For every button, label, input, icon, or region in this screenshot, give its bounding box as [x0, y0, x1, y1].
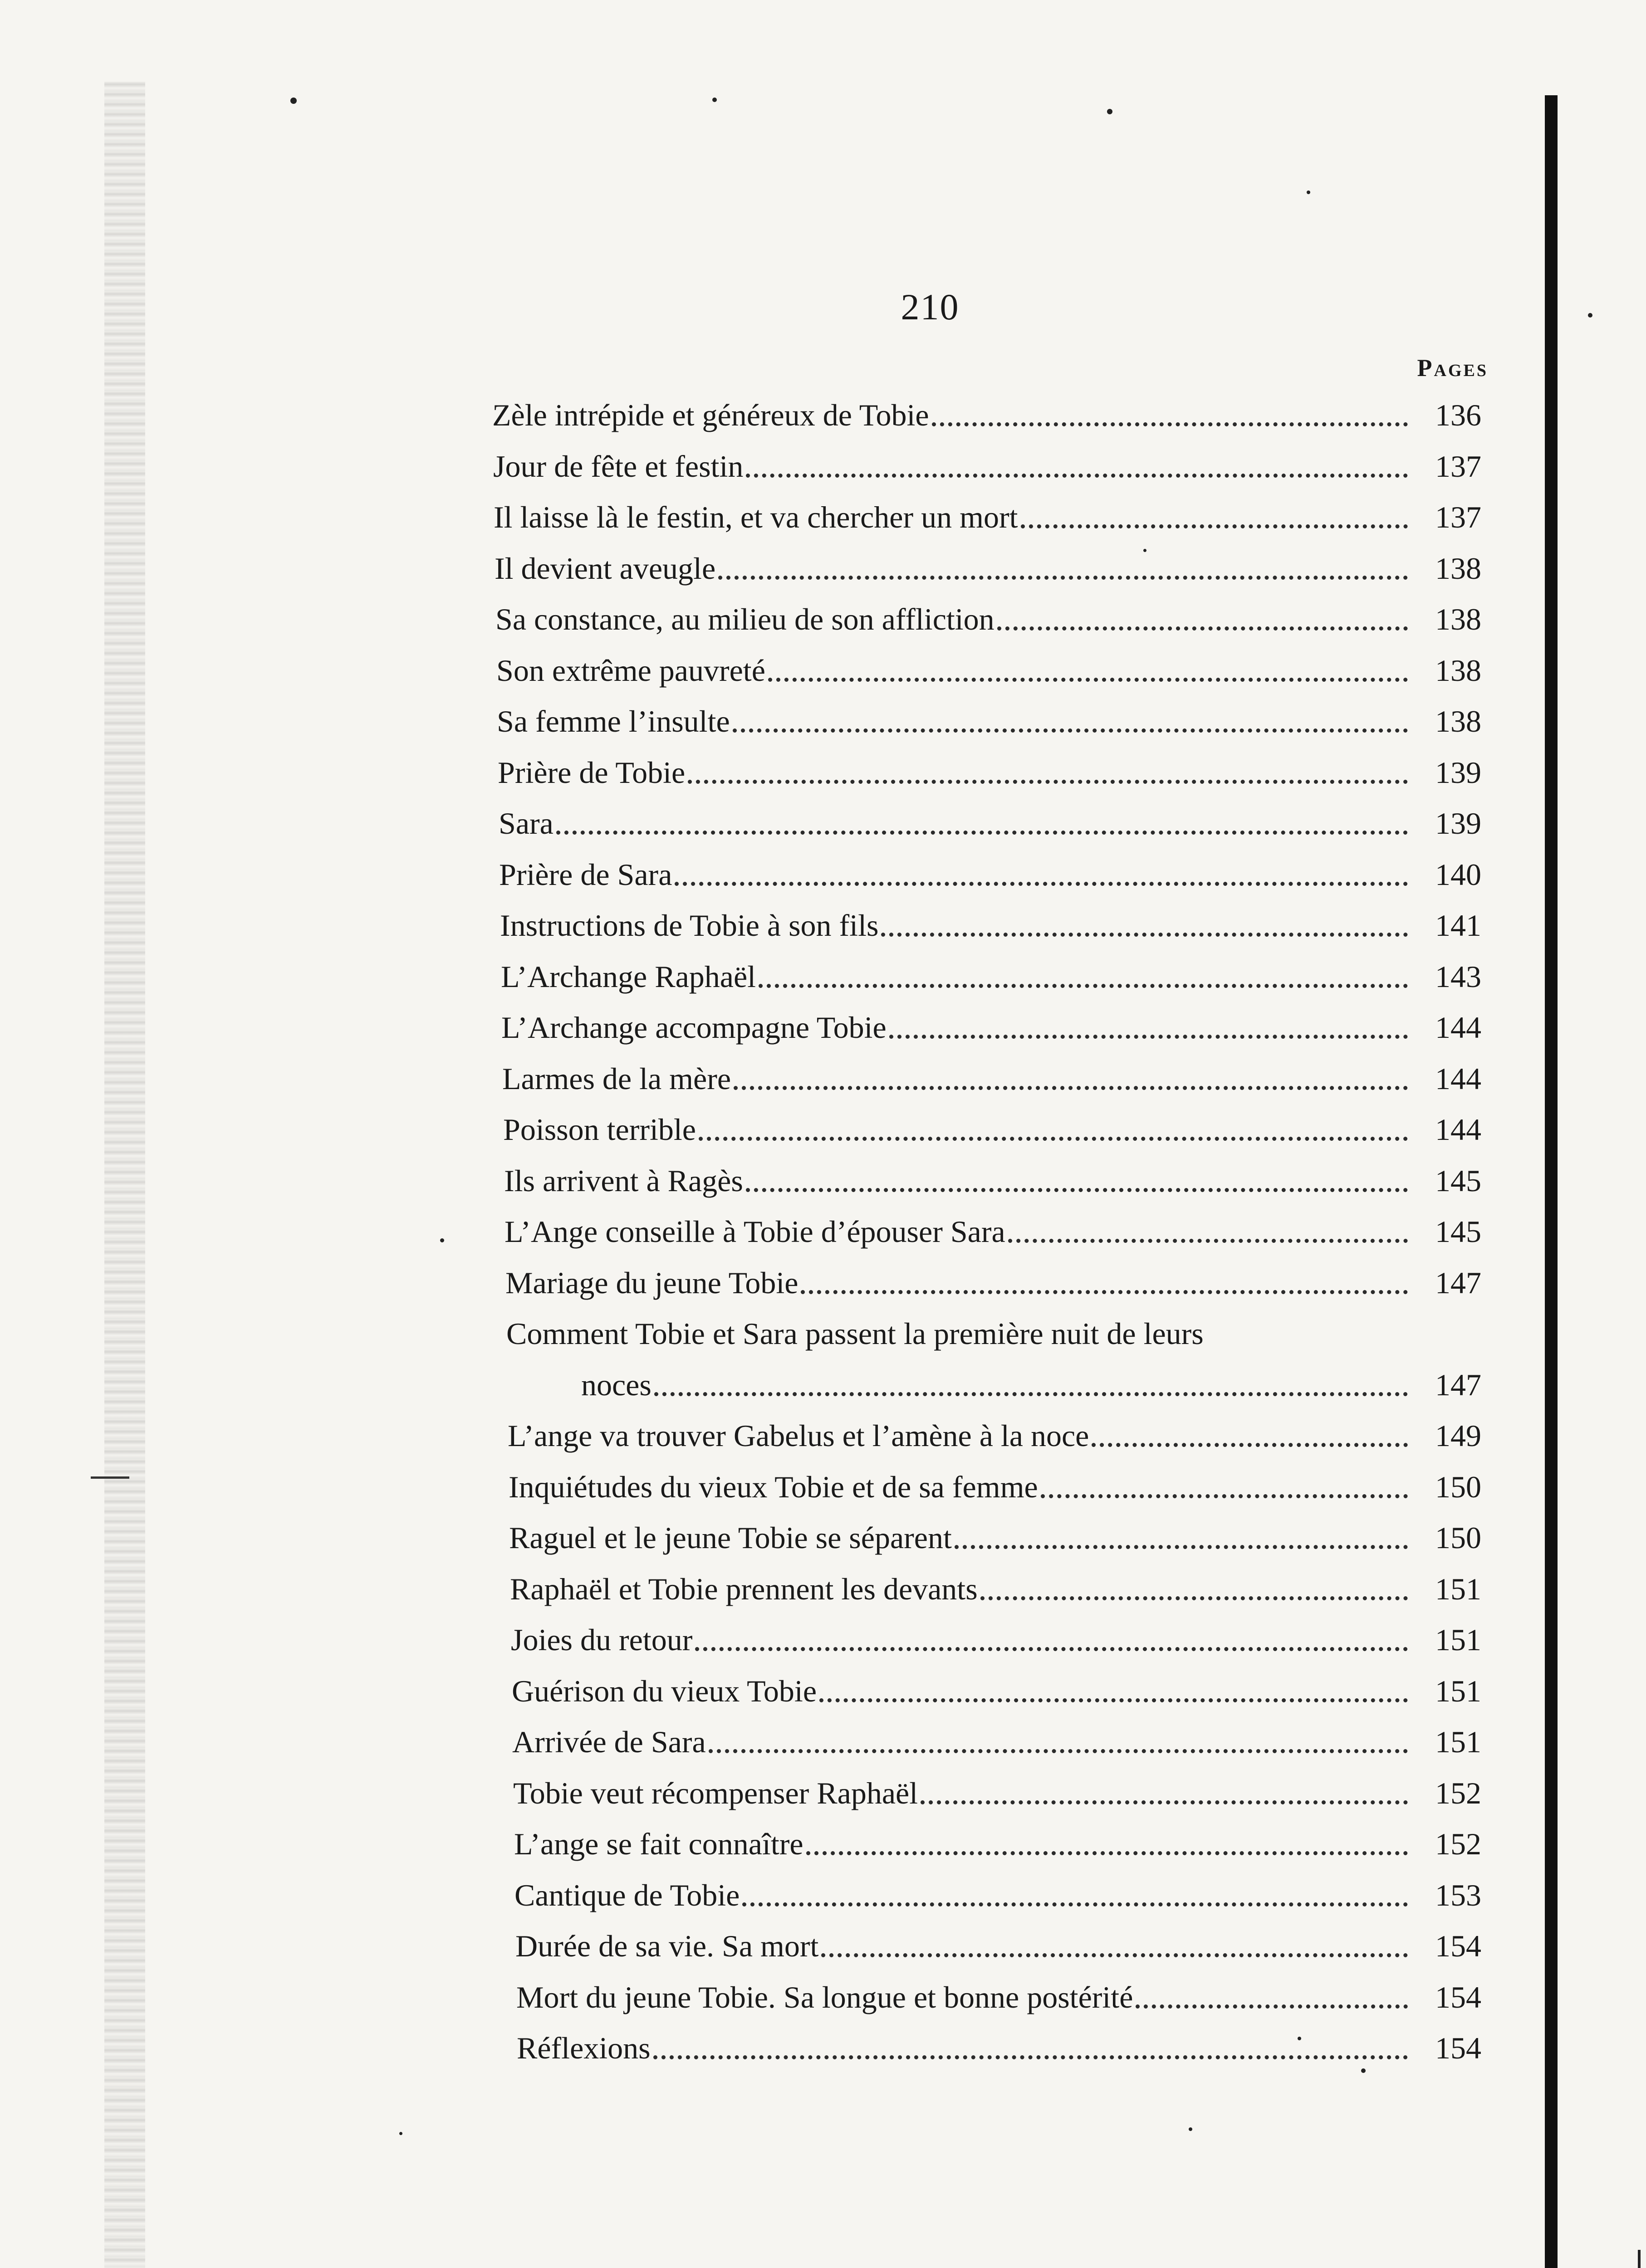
toc-entry-page: 136	[1435, 398, 1481, 432]
toc-entry-page: 139	[1435, 806, 1481, 841]
toc-entry-title: Joies du retour	[511, 1623, 693, 1657]
toc-entry-page: 153	[1435, 1877, 1481, 1912]
dot-leader	[889, 1035, 1408, 1039]
toc-entry-title: Guérison du vieux Tobie	[512, 1673, 817, 1708]
scan-speck	[1189, 2127, 1192, 2131]
scan-speck	[1107, 109, 1112, 114]
toc-entry	[501, 1007, 1481, 1048]
toc-entry-page: 152	[1435, 1775, 1481, 1810]
dot-leader	[556, 831, 1408, 835]
toc-entry-title: Son extrême pauvreté	[496, 653, 765, 688]
toc-entry	[503, 1109, 1481, 1150]
toc-entry-page: 139	[1435, 755, 1481, 790]
toc-entry-page: 138	[1435, 704, 1481, 738]
dot-leader	[699, 1137, 1408, 1141]
toc-entry	[495, 548, 1481, 589]
toc-entry	[498, 752, 1481, 793]
dot-leader	[881, 933, 1408, 937]
toc-entry	[502, 1058, 1481, 1099]
toc-entry-page: 154	[1435, 2031, 1481, 2065]
scan-speck	[440, 1238, 444, 1242]
dot-leader	[1021, 524, 1408, 528]
toc-entry	[500, 905, 1481, 946]
toc-entry-page: 152	[1435, 1827, 1481, 1861]
toc-entry	[581, 1364, 1481, 1405]
toc-entry	[515, 1926, 1481, 1966]
dot-leader	[768, 678, 1408, 682]
scan-speck	[1307, 191, 1310, 194]
toc-entry-title: L’Archange accompagne Tobie	[501, 1010, 887, 1045]
toc-entry-title: Zèle intrépide et généreux de Tobie	[492, 398, 929, 432]
toc-entry-page: 151	[1435, 1623, 1481, 1657]
dot-leader	[733, 728, 1408, 733]
toc-entry-page: 154	[1435, 1929, 1481, 1963]
dot-leader	[801, 1290, 1408, 1294]
toc-entry-title: L’ange se fait connaître	[514, 1827, 803, 1861]
scan-speck	[399, 2132, 402, 2135]
toc-entry	[492, 395, 1481, 435]
dot-leader	[759, 984, 1408, 988]
toc-entry-page: 145	[1435, 1214, 1481, 1249]
dot-leader	[921, 1800, 1408, 1804]
toc-entry-page: 143	[1435, 959, 1481, 994]
toc-entry	[499, 854, 1481, 895]
toc-entry-page: 137	[1435, 449, 1481, 484]
scan-speck	[1588, 313, 1592, 318]
toc-entry	[499, 803, 1481, 844]
dot-leader	[709, 1749, 1408, 1753]
dot-leader	[997, 626, 1408, 631]
toc-entry-page: 138	[1435, 602, 1481, 636]
scan-speck	[290, 98, 297, 104]
toc-entry	[501, 956, 1481, 997]
dot-leader	[1008, 1239, 1408, 1243]
toc-entry-page: 147	[1435, 1265, 1481, 1300]
toc-entry-page: 137	[1435, 500, 1481, 534]
pages-column-header: Pages	[1417, 354, 1488, 381]
toc-entry-title: Mariage du jeune Tobie	[505, 1265, 799, 1300]
toc-entry	[513, 1773, 1481, 1813]
toc-entry-title: Prière de Tobie	[498, 755, 686, 790]
scan-speck	[1143, 549, 1146, 552]
toc-entry-title: Raphaël et Tobie prennent les devants	[510, 1571, 978, 1606]
toc-entry-page: 147	[1435, 1367, 1481, 1402]
toc-entry-title: L’ange va trouver Gabelus et l’amène à la noce	[508, 1418, 1089, 1453]
toc-entry-page: 144	[1435, 1112, 1481, 1147]
dot-leader	[675, 882, 1408, 886]
toc-entry-page: 150	[1435, 1469, 1481, 1504]
dot-leader	[821, 1953, 1408, 1957]
toc-entry	[505, 1262, 1481, 1303]
dot-leader	[695, 1647, 1408, 1651]
dot-leader	[1092, 1443, 1408, 1447]
toc-entry-page: 138	[1435, 551, 1481, 586]
toc-entry-title: Tobie veut récompenser Raphaël	[513, 1775, 918, 1810]
toc-entry	[514, 1823, 1481, 1864]
toc-entry	[495, 599, 1481, 640]
dot-leader	[980, 1596, 1408, 1600]
toc-entry-title: Mort du jeune Tobie. Sa longue et bonne postérité	[516, 1980, 1133, 2014]
toc-entry	[509, 1517, 1481, 1558]
toc-entry	[514, 1875, 1481, 1916]
toc-entry-title: Jour de fête et festin	[493, 449, 744, 484]
dot-leader	[654, 1392, 1408, 1396]
dot-leader	[742, 1902, 1408, 1906]
toc-entry	[504, 1160, 1481, 1201]
toc-entry	[508, 1415, 1481, 1456]
toc-entry	[512, 1671, 1481, 1711]
dot-leader	[955, 1545, 1408, 1549]
toc-entry-title: Arrivée de Sara	[512, 1725, 706, 1759]
dot-leader	[1136, 2004, 1408, 2009]
toc-entry-title: noces	[581, 1367, 652, 1402]
toc-entry-page: 154	[1435, 1980, 1481, 2014]
scan-speck	[1298, 2037, 1301, 2040]
toc-entry-title: Durée de sa vie. Sa mort	[515, 1929, 819, 1963]
dot-leader	[734, 1086, 1408, 1090]
toc-entry	[493, 446, 1481, 487]
toc-entry-title: Sara	[499, 806, 554, 841]
scan-speck	[712, 98, 717, 102]
toc-entry-page: 141	[1435, 908, 1481, 943]
page-number: 210	[901, 286, 960, 327]
dot-leader	[688, 780, 1408, 784]
dot-leader	[819, 1698, 1408, 1702]
toc-entry	[516, 1977, 1481, 2018]
toc-entry-page: 150	[1435, 1520, 1481, 1555]
scan-speck	[1361, 2068, 1366, 2073]
toc-entry-title: Ils arrivent à Ragès	[504, 1163, 743, 1198]
dot-leader	[1041, 1494, 1408, 1498]
toc-entry-title: Réflexions	[517, 2031, 651, 2065]
toc-entry-title: Larmes de la mère	[502, 1061, 731, 1096]
toc-entry-page: 149	[1435, 1418, 1481, 1453]
dot-leader	[746, 1188, 1408, 1192]
toc-entry	[494, 497, 1481, 538]
toc-entry-title: L’Archange Raphaël	[501, 959, 756, 994]
toc-entry-title: Instructions de Tobie à son fils	[500, 908, 879, 943]
toc-entry-page: 144	[1435, 1010, 1481, 1045]
toc-entry	[517, 2028, 1481, 2068]
toc-entry	[497, 701, 1481, 742]
toc-entry	[509, 1466, 1481, 1507]
toc-entry-title: Raguel et le jeune Tobie se séparent	[509, 1520, 952, 1555]
dot-leader	[746, 474, 1408, 478]
toc-entry-title: Poisson terrible	[503, 1112, 696, 1147]
toc-entry	[510, 1569, 1481, 1609]
dot-leader	[806, 1851, 1408, 1855]
toc-entry-title: Sa femme l’insulte	[497, 704, 730, 738]
toc-entry-page: 151	[1435, 1725, 1481, 1759]
toc-entry-title: Cantique de Tobie	[514, 1877, 740, 1912]
toc-entry-title: Sa constance, au milieu de son affliction	[495, 602, 994, 636]
toc-entry-page: 144	[1435, 1061, 1481, 1096]
toc-entry-page: 140	[1435, 857, 1481, 892]
toc-entry	[505, 1211, 1481, 1252]
toc-entry-title: Il devient aveugle	[495, 551, 716, 586]
toc-entry-title: Il laisse là le festin, et va chercher un mort	[494, 500, 1018, 534]
toc-entry-title: Inquiétudes du vieux Tobie et de sa femme	[509, 1469, 1038, 1504]
toc-entry-page: 151	[1435, 1571, 1481, 1606]
toc-entry-title: Prière de Sara	[499, 857, 672, 892]
toc-entry	[512, 1721, 1481, 1762]
toc-entry-title: L’Ange conseille à Tobie d’épouser Sara	[505, 1214, 1005, 1249]
toc-entry-first-line: Comment Tobie et Sara passent la première nuit de leurs	[506, 1316, 1204, 1351]
toc-entry-page: 145	[1435, 1163, 1481, 1198]
toc-entry	[511, 1619, 1481, 1660]
toc-entry	[496, 650, 1481, 691]
dot-leader	[932, 422, 1408, 426]
dot-leader	[653, 2055, 1408, 2059]
toc-entry-page: 151	[1435, 1673, 1481, 1708]
dot-leader	[718, 576, 1408, 580]
toc-entry-page: 138	[1435, 653, 1481, 688]
